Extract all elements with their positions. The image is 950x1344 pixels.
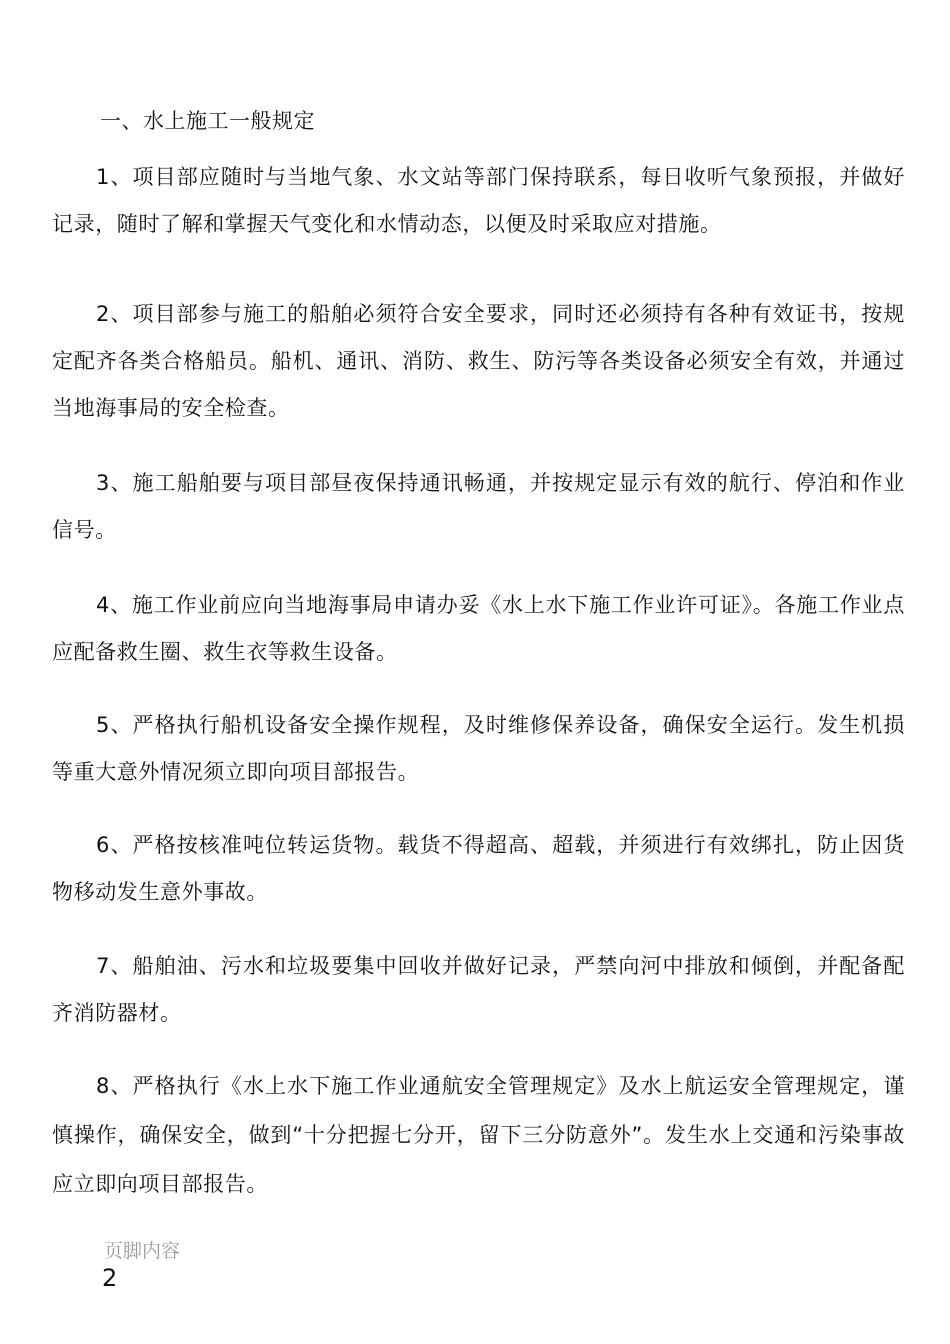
section-heading: 一、水上施工一般规定: [100, 109, 315, 133]
page-number: 2: [102, 1264, 118, 1292]
paragraph-1: 1、项目部应随时与当地气象、水文站等部门保持联系，每日收听气象预报，并做好记录，随时了解和掌握天气变化和水情动态，以便及时采取应对措施。: [52, 165, 905, 236]
paragraph-8: 8、严格执行《水上水下施工作业通航安全管理规定》及水上航运安全管理规定，谨慎操作，确保安全，做到“十分把握七分开，留下三分防意外”。发生水上交通和污染事故应立即向项目部报告。: [52, 1074, 905, 1196]
paragraph-4: 4、施工作业前应向当地海事局申请办妥《水上水下施工作业许可证》。各施工作业点应配备救生圈、救生衣等救生设备。: [52, 593, 905, 664]
paragraph-2: 2、项目部参与施工的船舶必须符合安全要求，同时还必须持有各种有效证书，按规定配齐各类合格船员。船机、通讯、消防、救生、防污等各类设备必须安全有效，并通过当地海事局的安全检查。: [52, 302, 905, 420]
paragraph-6: 6、严格按核准吨位转运货物。载货不得超高、超载，并须进行有效绑扎，防止因货物移动发生意外事故。: [52, 833, 905, 904]
footer-text: 页脚内容: [104, 1240, 181, 1262]
paragraph-5: 5、严格执行船机设备安全操作规程，及时维修保养设备，确保安全运行。发生机损等重大意外情况须立即向项目部报告。: [52, 713, 905, 784]
paragraph-3: 3、施工船舶要与项目部昼夜保持通讯畅通，并按规定显示有效的航行、停泊和作业信号。: [52, 471, 905, 542]
paragraph-7: 7、船舶油、污水和垃圾要集中回收并做好记录，严禁向河中排放和倾倒，并配备配齐消防器材。: [52, 954, 905, 1025]
